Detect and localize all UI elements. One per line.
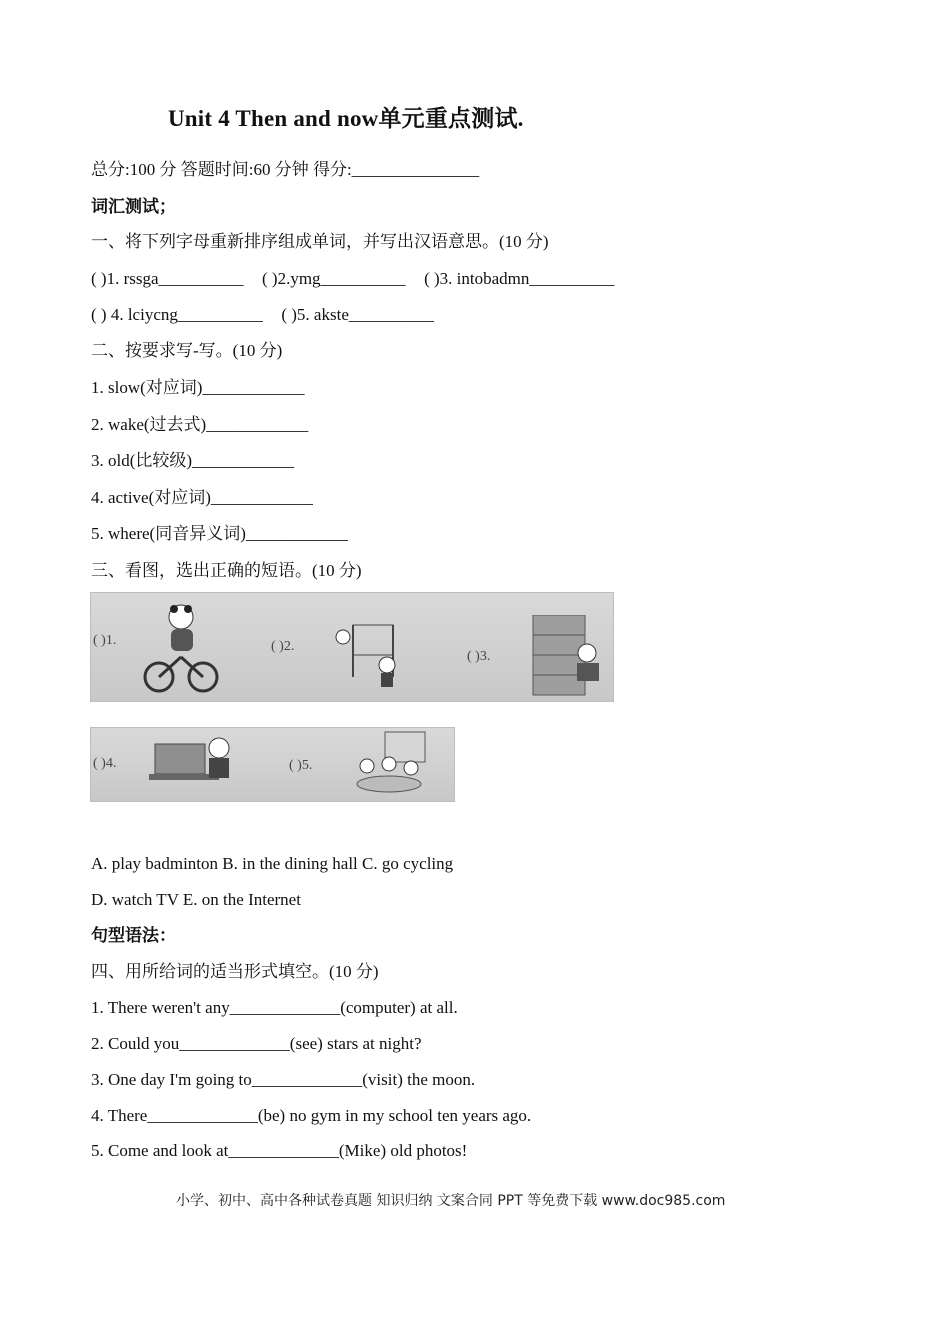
pic-mark-1: ( )1. [93,633,117,648]
pic-mark-4: ( )4. [93,756,117,771]
section4-item: 5. Come and look at_____________(Mike) old photos! [91,1141,468,1160]
section3-heading: 三、看图，选出正确的短语。(10 分) [91,561,362,580]
pic-mark-3: ( )3. [467,649,491,664]
section2-item: 4. active(对应词)____________ [91,488,313,507]
question-4: ( ) 4. lciycng__________ [91,305,263,324]
question-5: ( )5. akste__________ [281,305,434,324]
panda-cycling-image [141,599,221,695]
pic-mark-5: ( )5. [289,758,313,773]
question-3: ( )3. intobadmn__________ [424,269,615,288]
section1-row1 [91,267,614,291]
section2-item: 1. slow(对应词)____________ [91,378,305,397]
section4-heading: 四、用所给词的适当形式填空。(10 分) [91,962,379,981]
panda-library-image [531,615,611,699]
section1-row2 [91,303,434,327]
page-title: Unit 4 Then and now单元重点测试. [168,106,524,131]
section2-heading: 二、按要求写-写。(10 分) [91,341,283,360]
section3-options-row2: D. watch TV E. on the Internet [91,890,301,909]
picture-strip-2 [90,727,455,802]
section2-item: 5. where(同音异义词)____________ [91,524,348,543]
score-line: 总分:100 分 答题时间:60 分钟 得分:_______________ [91,160,480,179]
section4-item: 2. Could you_____________(see) stars at night? [91,1034,422,1053]
section3-options-row1: A. play badminton B. in the dining hall C. go cycling [91,854,454,873]
section2-item: 2. wake(过去式)____________ [91,415,309,434]
pic-mark-2: ( )2. [271,639,295,654]
section4-item: 4. There_____________(be) no gym in my school ten years ago. [91,1106,532,1125]
pandas-dining-image [349,730,439,800]
grammar-heading: 句型语法： [91,926,176,945]
panda-badminton-image [329,607,399,691]
picture-strip-1 [90,592,614,702]
question-1: ( )1. rssga__________ [91,269,244,288]
section4-item: 3. One day I'm going to_____________(visit) the moon. [91,1070,476,1089]
panda-tv-image [149,730,249,800]
section2-item: 3. old(比较级)____________ [91,451,295,470]
vocab-heading: 词汇测试； [91,197,176,216]
section1-heading: 一、将下列字母重新排序组成单词，并写出汉语意思。(10 分) [91,232,549,251]
question-2: ( )2.ymg__________ [262,269,406,288]
page-footer: 小学、初中、高中各种试卷真题 知识归纳 文案合同 PPT 等免费下载 www.doc985.com [176,1193,726,1209]
section4-item: 1. There weren't any_____________(computer) at all. [91,998,458,1017]
